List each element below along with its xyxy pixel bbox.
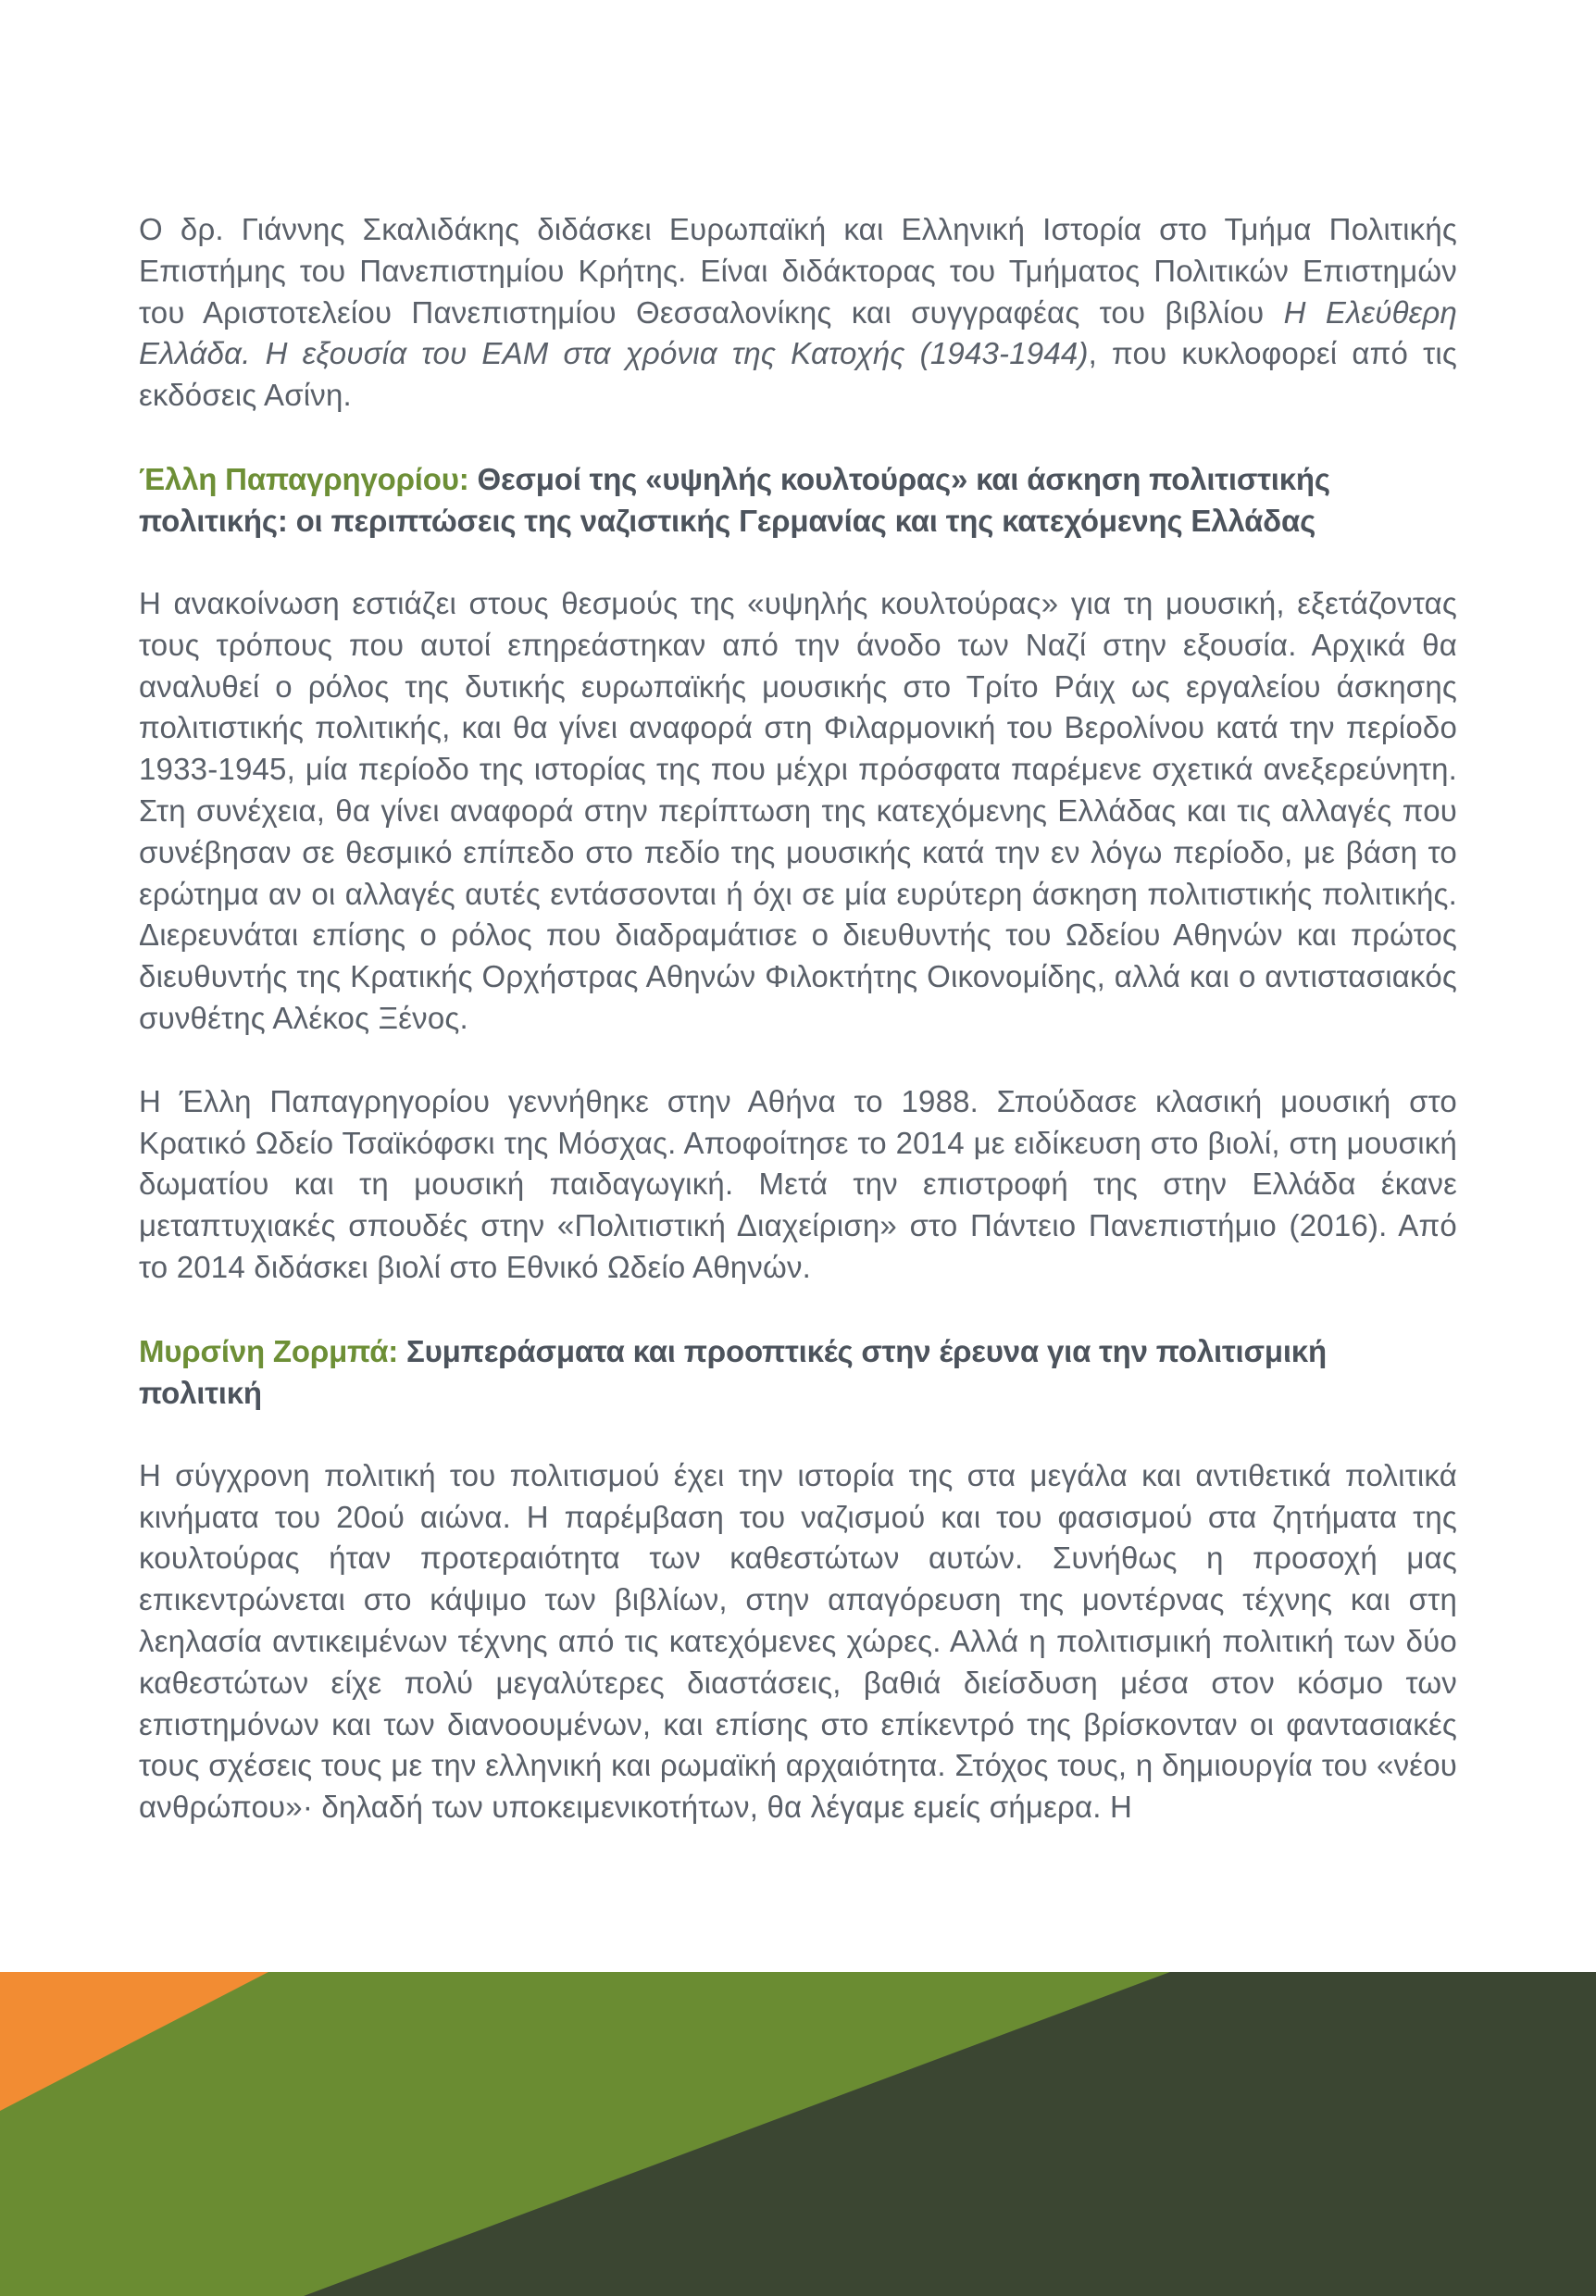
bio-paragraph-skalidakis [139, 209, 1457, 417]
book-title: Η Ελεύθερη Ελλάδα. Η εξουσία του ΕΑΜ στα χρόνια της Κατοχής (1943-1944) [139, 294, 1457, 371]
decorative-footer-band [0, 1972, 1596, 2296]
bio-text: Ο δρ. Γιάννης Σκαλιδάκης διδάσκει Ευρωπαϊκή και Ελληνική Ιστορία στο Τμήμα Πολιτικής Επιστήμης του Πανεπιστημίου Κρήτης. Είναι διδάκτορας του Τμήματος Πολιτικών Επιστημών του Αριστοτελείου Πανεπιστημίου Θεσσαλονίκης και συγγραφέας του βιβλίου [139, 212, 1457, 330]
session-abstract: Η σύγχρονη πολιτική του πολιτισμού έχει την ιστορία της στα μεγάλα και αντιθετικά πολιτικά κινήματα του 20ού αιώνα. Η παρέμβαση του ναζισμού και του φασισμού στα ζητήματα της κουλτούρας ήταν προτεραιότητα των καθεστώτων αυτών. Συνήθως η προσοχή μας επικεντρώνεται στο κάψιμο των βιβλίων, στην απαγόρευση της μοντέρνας τέχνης και στη λεηλασία αντικειμένων τέχνης από τις κατεχόμενες χώρες. Αλλά η πολιτισμική πολιτική των δύο καθεστώτων είχε πολύ μεγαλύτερες διαστάσεις, βαθιά διείσδυση μέσα στον κόσμο των επιστημόνων και των διανοουμένων, και επίσης στο επίκεντρό της βρίσκονταν οι φαντασιακές τους σχέσεις τους με την ελληνική και ρωμαϊκή αρχαιότητα. Στόχος τους, η δημιουργία του «νέου ανθρώπου»· δηλαδή των υποκειμενικοτήτων, θα λέγαμε εμείς σήμερα. Η [139, 1457, 1457, 1825]
session-heading-papagrigoriou [139, 458, 1457, 542]
bio-text-end: , που κυκλοφορεί από τις εκδόσεις Ασίνη. [139, 336, 1457, 413]
document-body [139, 209, 1457, 1828]
session-title: Συμπεράσματα και προοπτικές στην έρευνα για την πολιτισμική πολιτική [139, 1333, 1327, 1410]
session-title: Θεσμοί της «υψηλής κουλτούρας» και άσκηση πολιτιστικής πολιτικής: οι περιπτώσεις της ναζιστικής Γερμανίας και της κατεχόμενης Ελλάδας [139, 461, 1330, 538]
session-abstract: Η ανακοίνωση εστιάζει στους θεσμούς της «υψηλής κουλτούρας» για τη μουσική, εξετάζοντας τους τρόπους που αυτοί επηρεάστηκαν από την άνοδο των Ναζί στην εξουσία. Αρχικά θα αναλυθεί ο ρόλος της δυτικής ευρωπαϊκής μουσικής στο Τρίτο Ράιχ ως εργαλείου άσκησης πολιτιστικής πολιτικής, και θα γίνει αναφορά στη Φιλαρμονική του Βερολίνου κατά την περίοδο 1933-1945, μία περίοδο της ιστορίας της που μέχρι πρόσφατα παρέμενε σχετικά ανεξερεύνητη. Στη συνέχεια, θα γίνει αναφορά στην περίπτωση της κατεχόμενης Ελλάδας και τις αλλαγές που συνέβησαν σε θεσμικό επίπεδο στο πεδίο της μουσικής κατά την εν λόγω περίοδο, με βάση το ερώτημα αν οι αλλαγές αυτές εντάσσονται ή όχι σε μία ευρύτερη άσκηση πολιτιστικής πολιτικής. Διερευνάται επίσης ο ρόλος που διαδραμάτισε ο διευθυντής του Ωδείου Αθηνών και πρώτος διευθυντής της Κρατικής Ορχήστρας Αθηνών Φιλοκτήτης Οικονομίδης, αλλά και ο αντιστασιακός συνθέτης Αλέκος Ξένος. [139, 585, 1457, 1035]
speaker-name: Έλλη Παπαγρηγορίου: [139, 461, 469, 496]
footer-shapes [0, 1972, 1596, 2296]
speaker-bio: Η Έλλη Παπαγρηγορίου γεννήθηκε στην Αθήνα το 1988. Σπούδασε κλασική μουσική στο Κρατικό Ωδείο Τσαϊκόφσκι της Μόσχας. Αποφοίτησε το 2014 με ειδίκευση στο βιολί, στη μουσική δωματίου και τη μουσική παιδαγωγική. Μετά την επιστροφή της στην Ελλάδα έκανε μεταπτυχιακές σπουδές στην «Πολιτιστική Διαχείριση» στο Πάντειο Πανεπιστήμιο (2016). Από το 2014 διδάσκει βιολί στο Εθνικό Ωδείο Αθηνών. [139, 1083, 1457, 1284]
session-heading-zormpa [139, 1330, 1457, 1414]
speaker-name: Μυρσίνη Ζορμπά: [139, 1333, 399, 1368]
